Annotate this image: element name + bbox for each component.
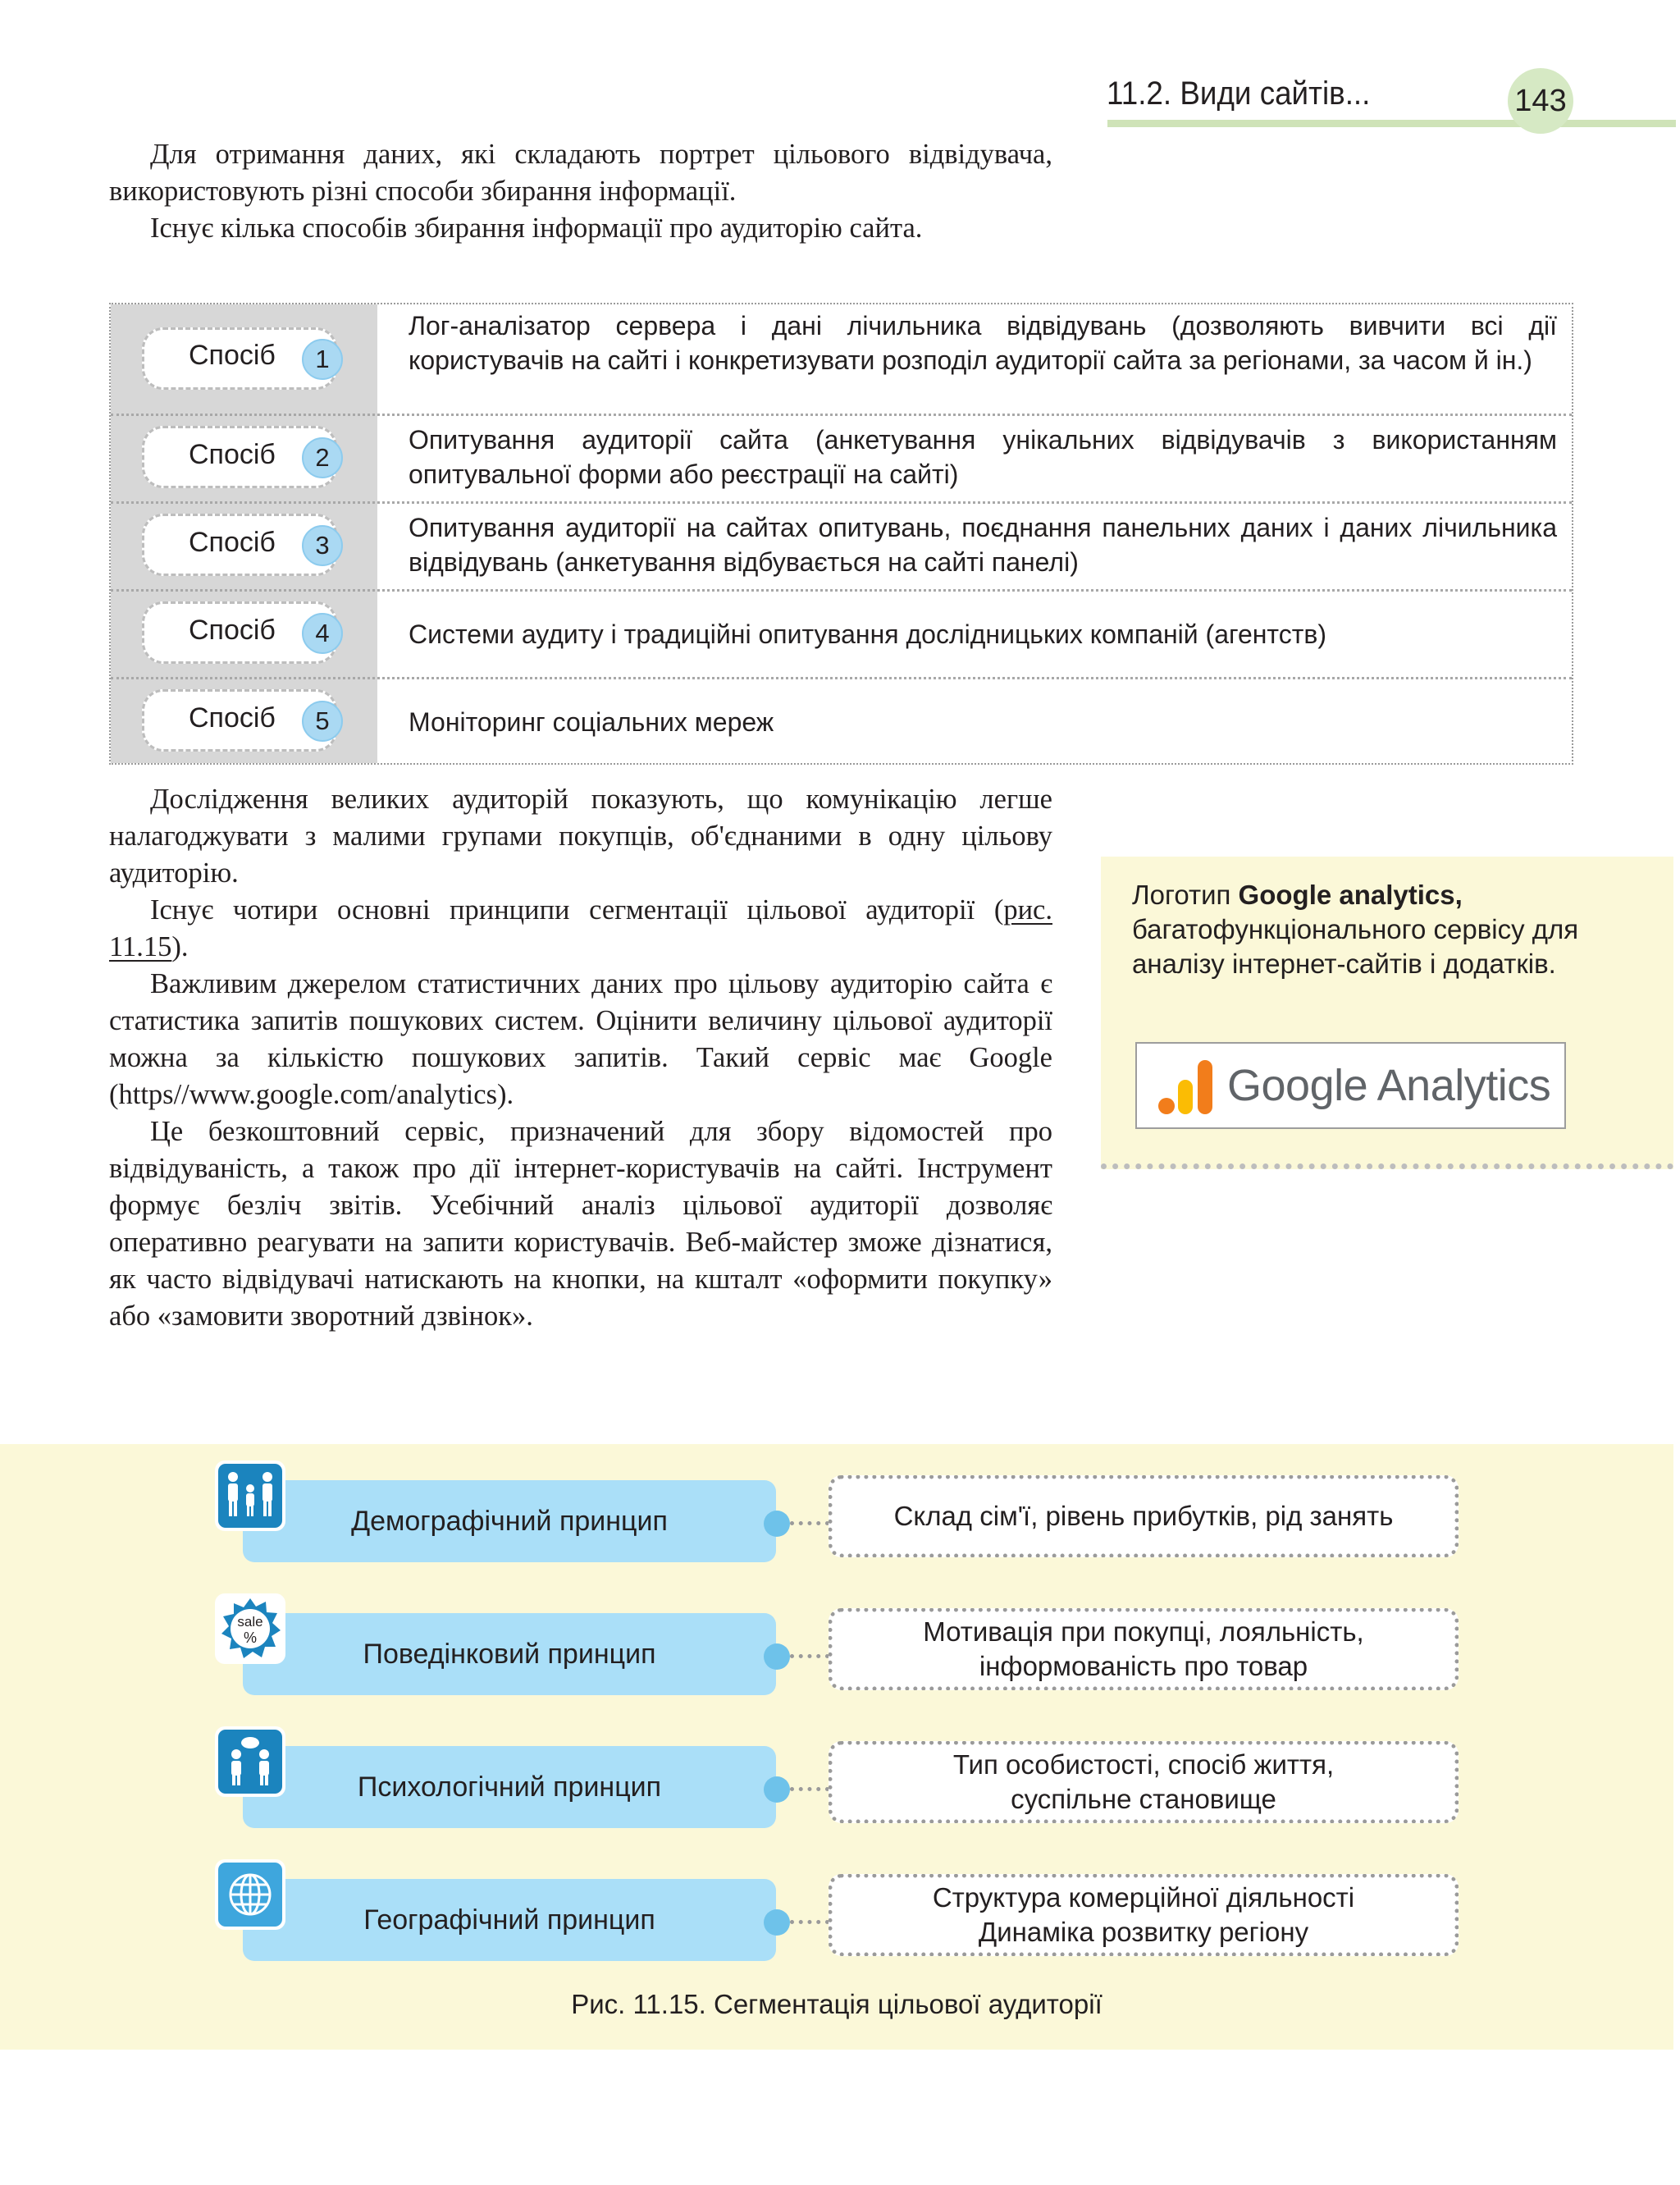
method-description: Моніторинг соціальних мереж <box>409 707 774 737</box>
method-number-badge: 5 <box>302 701 343 742</box>
method-label: Спосіб <box>189 702 276 734</box>
analytics-bars-icon <box>1157 1058 1214 1116</box>
connector-line <box>790 1787 829 1791</box>
method-description: Системи аудиту і традиційні опитування дослідницьких компаній (агентств) <box>409 619 1327 649</box>
google-analytics-sidebar <box>1101 857 1673 1169</box>
principle-detail <box>829 1741 1459 1823</box>
figure-caption: Рис. 11.15. Сегментація цільової аудиторії <box>571 1989 1102 2019</box>
principle-label: Психологічний принцип <box>357 1771 662 1803</box>
method-label: Спосіб <box>189 527 276 558</box>
intro-paragraph-2: Існує кілька способів збирання інформації про аудиторію сайта. <box>150 213 923 244</box>
body-paragraph-3: Важливим джерелом статистичних даних про цільову аудиторію сайта є статистика запитів пошукових систем. Оцінити величину цільової аудиторії можна за кількістю пошукових запитів. Такий сервіс має Google (https//www.google.com/analytics). <box>109 968 1052 1110</box>
segmentation-diagram <box>0 1444 1673 2050</box>
principle-label: Поведінковий принцип <box>363 1638 656 1670</box>
detail-line-2: інформованість про товар <box>979 1651 1308 1681</box>
method-row <box>111 677 1572 766</box>
method-number-badge: 2 <box>302 437 343 478</box>
intro-text <box>109 136 1052 247</box>
body-paragraph-2-start: Існує чотири основні принципи сегментації цільової аудиторії ( <box>150 894 1004 926</box>
sale-badge-text: sale <box>237 1614 263 1630</box>
intro-paragraph-1: Для отримання даних, які складають портрет цільового відвідувача, використовують різні способи збирання інформації. <box>109 139 1052 207</box>
connector-line <box>790 1654 829 1658</box>
detail-line-1: Тип особистості, спосіб життя, <box>952 1749 1335 1780</box>
body-paragraph-2 <box>109 892 1052 966</box>
method-row <box>111 589 1572 677</box>
sale-badge-glyph <box>218 1597 282 1661</box>
method-number-badge: 4 <box>302 613 343 654</box>
principle-row <box>0 1874 1673 1956</box>
method-description: Опитування аудиторії сайта (анкетування унікальних відвідувачів з використанням опитувальної форми або реєстрації на сайті) <box>409 425 1557 489</box>
connector-line <box>790 1920 829 1924</box>
page-number: 143 <box>1508 68 1573 134</box>
connector-dot <box>764 1909 790 1936</box>
caption-bold: Google analytics, <box>1238 880 1463 910</box>
sale-badge-percent: % <box>243 1630 258 1646</box>
sale-badge-icon <box>215 1593 285 1664</box>
method-row <box>111 501 1572 589</box>
family-icon <box>215 1460 285 1531</box>
method-row <box>111 304 1572 414</box>
connector-line <box>790 1521 829 1525</box>
google-analytics-logo <box>1135 1042 1566 1129</box>
body-paragraph-1: Дослідження великих аудиторій показують, що комунікацію легше налагоджувати з малими групами покупців, об'єднаними в одну цільову аудиторію. <box>109 784 1052 889</box>
connector-dot <box>764 1643 790 1670</box>
detail-line-2: суспільне становище <box>1011 1784 1276 1814</box>
method-label: Спосіб <box>189 439 276 470</box>
globe-icon <box>215 1859 285 1930</box>
section-title: 11.2. Види сайтів... <box>1107 75 1371 112</box>
detail-line-1: Структура комерційної діяльності <box>932 1882 1355 1913</box>
method-description: Лог-аналізатор сервера і дані лічильника відвідувань (дозволяють вивчити всі дії користувачів на сайті і конкретизувати розподіл аудиторії сайта за регіонами, за часом й ін.) <box>409 311 1557 375</box>
detail-line-2: Динаміка розвитку регіону <box>978 1917 1309 1947</box>
principle-detail <box>829 1874 1459 1956</box>
method-label: Спосіб <box>189 615 276 646</box>
connector-dot <box>764 1511 790 1537</box>
principle-row <box>0 1608 1673 1690</box>
method-description: Опитування аудиторії на сайтах опитувань, поєднання панельних даних і даних лічильника відвідувань (анкетування відбувається на сайті панелі) <box>409 513 1557 577</box>
body-paragraph-2-end: ). <box>171 931 189 962</box>
body-text <box>109 781 1052 1335</box>
detail-line-1: Склад сім'ї, рівень прибутків, рід занять <box>893 1501 1394 1531</box>
caption-rest: багатофункціонального сервісу для аналізу інтернет-сайтів і додатків. <box>1132 914 1579 979</box>
method-number-badge: 3 <box>302 525 343 566</box>
principle-row <box>0 1475 1673 1557</box>
globe-glyph <box>224 1868 276 1921</box>
figure-reference-link[interactable]: рис. 11.15 <box>109 894 1052 962</box>
principle-row <box>0 1741 1673 1823</box>
body-paragraph-4: Це безкоштовний сервіс, призначений для збору відомостей про відвідуваність, а також про дії інтернет-користувачів на сайті. Інструмент формує безліч звітів. Усебічний аналіз цільової аудиторії дозволяє оперативно реагувати на запити користувачів. Веб-майстер зможе дізнатися, як часто відвідувачі натискають на кнопки, на кшталт «оформити покупку» або «замовити зворотний дзвінок». <box>109 1116 1052 1332</box>
analytics-bar-tall <box>1198 1060 1212 1114</box>
people-talking-glyph <box>221 1733 279 1790</box>
connector-dot <box>764 1776 790 1803</box>
principle-label: Демографічний принцип <box>351 1505 668 1537</box>
caption-prefix: Логотип <box>1132 880 1239 910</box>
method-number-badge: 1 <box>302 339 343 380</box>
principle-detail <box>829 1475 1459 1557</box>
detail-line-1: Мотивація при покупці, лояльність, <box>923 1616 1364 1647</box>
family-icon-glyph <box>221 1467 279 1524</box>
analytics-bar-mid <box>1178 1080 1193 1114</box>
principle-detail <box>829 1608 1459 1690</box>
method-label: Спосіб <box>189 340 276 371</box>
analytics-dot <box>1158 1098 1175 1114</box>
principle-label: Географічний принцип <box>363 1904 655 1936</box>
logo-wordmark: Google Analytics <box>1227 1061 1551 1110</box>
sidebar-caption <box>1132 878 1641 981</box>
methods-table <box>109 303 1573 765</box>
header-rule <box>1107 120 1676 127</box>
people-talking-icon <box>215 1726 285 1797</box>
method-row <box>111 414 1572 501</box>
